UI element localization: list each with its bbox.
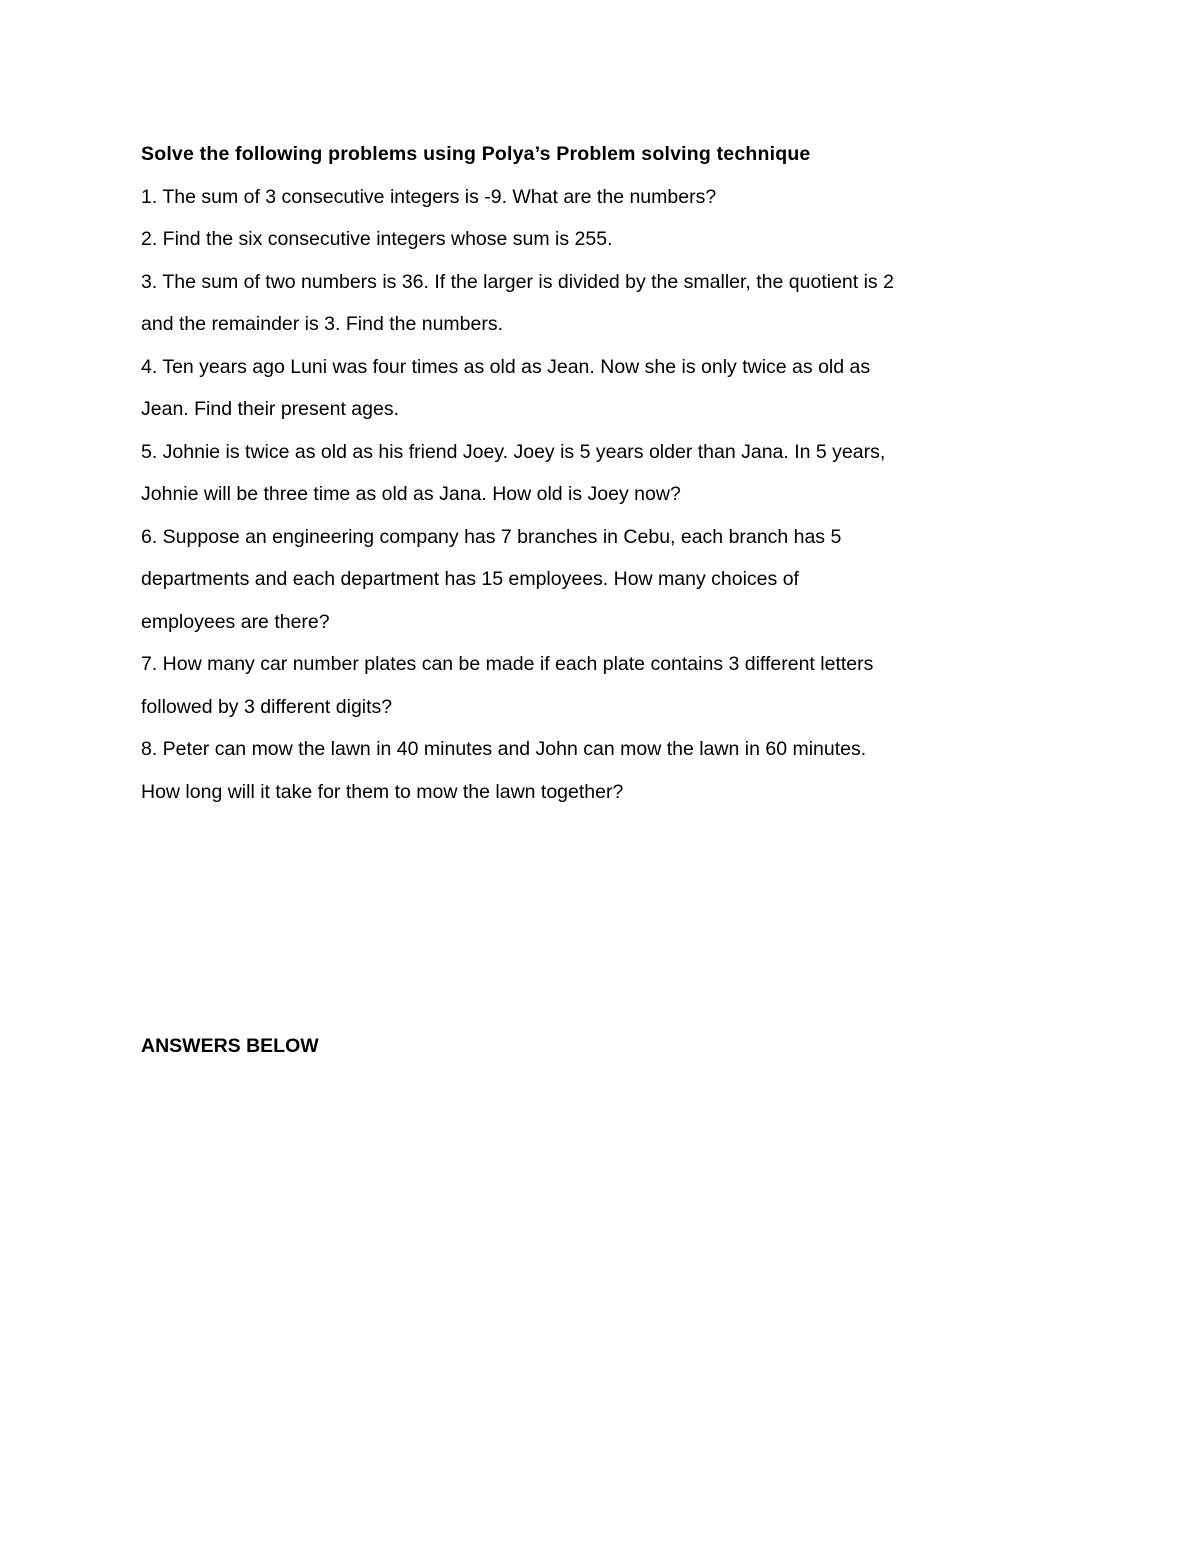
- problem-line: 8. Peter can mow the lawn in 40 minutes and John can mow the lawn in 60 minutes.: [141, 738, 867, 760]
- problem-line: 6. Suppose an engineering company has 7 branches in Cebu, each branch has 5: [141, 525, 842, 548]
- problem-line: employees are there?: [141, 610, 330, 633]
- problem-4: [141, 353, 1001, 424]
- problem-3: [141, 268, 1001, 339]
- problem-list: [141, 183, 1001, 806]
- problem-line: Jean. Find their present ages.: [141, 398, 399, 420]
- problem-line: and the remainder is 3. Find the numbers.: [141, 313, 504, 335]
- problem-line: 4. Ten years ago Luni was four times as old as Jean. Now she is only twice as old as: [141, 355, 871, 378]
- problem-line: 2. Find the six consecutive integers whose sum is 255.: [141, 228, 613, 250]
- document-content: [141, 140, 1001, 820]
- answers-heading: ANSWERS BELOW: [141, 1035, 319, 1057]
- problem-1: [141, 183, 1001, 211]
- problem-line: 5. Johnie is twice as old as his friend Joey. Joey is 5 years older than Jana. In 5 years,: [141, 440, 886, 463]
- problem-line: 1. The sum of 3 consecutive integers is -9. What are the numbers?: [141, 185, 717, 208]
- problem-8: [141, 735, 1001, 806]
- problem-line: Johnie will be three time as old as Jana. How old is Joey now?: [141, 483, 681, 505]
- problem-7: [141, 650, 1001, 721]
- document-title: Solve the following problems using Polya’s Problem solving technique: [141, 143, 811, 165]
- problem-5: [141, 438, 1001, 509]
- problem-line: 3. The sum of two numbers is 36. If the larger is divided by the smaller, the quotient is 2: [141, 270, 894, 293]
- problem-2: [141, 225, 1001, 253]
- problem-line: departments and each department has 15 employees. How many choices of: [141, 568, 799, 590]
- problem-line: 7. How many car number plates can be made if each plate contains 3 different letters: [141, 653, 874, 675]
- problem-line: How long will it take for them to mow the lawn together?: [141, 780, 624, 803]
- problem-6: [141, 523, 1001, 636]
- problem-line: followed by 3 different digits?: [141, 695, 393, 718]
